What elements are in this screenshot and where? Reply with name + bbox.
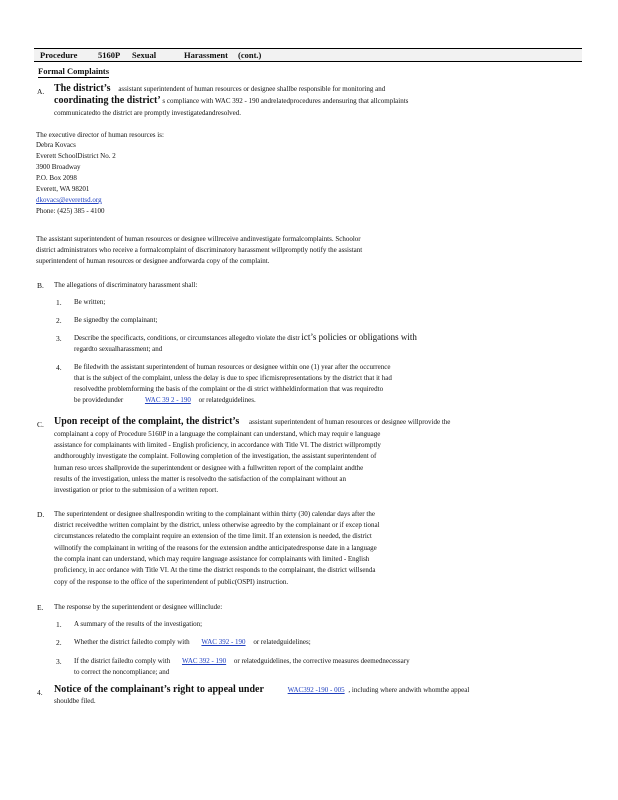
contact-pobox: P.O. Box 2098 <box>36 174 77 182</box>
header-title-sexual: Sexual <box>132 50 157 60</box>
para2-line3: superintendent of human resources or designee andforwarda copy of the complaint. <box>36 257 270 265</box>
list-item-number: 4. <box>37 688 43 697</box>
section-b-item3-text: Describe the specificacts, conditions, or circumstances allegedto violate the distr <box>74 334 300 342</box>
section-b-item4-tail: or relatedguidelines. <box>198 396 256 404</box>
list-item-number: 2. <box>56 638 62 647</box>
section-e-item2-tail: or relatedguidelines; <box>253 638 311 646</box>
procedure-header-bar <box>34 48 582 62</box>
header-procedure: Procedure <box>40 50 78 60</box>
section-c-line3: assistance for complainants with limited - English proficiency, in accordance with Title VI. The district willpromptly <box>54 441 381 449</box>
wac-link[interactable]: WAC 392 - 190 <box>201 638 246 646</box>
section-e-label: E. <box>37 603 44 612</box>
section-e-item3-text: If the district failedto comply with <box>74 657 171 665</box>
section-e-item4-tail: , including where andwith whomthe appeal <box>348 686 470 694</box>
section-d-line5: the compla inant can understand, which may require language assistance for complainants with limited - English <box>54 555 370 563</box>
header-cont: (cont.) <box>238 50 262 60</box>
section-e-item4-lead: Notice of the complainant’s right to appeal under <box>54 684 264 695</box>
wac-link[interactable]: WAC392 -190 - 005 <box>287 686 345 694</box>
section-c-line1 <box>54 417 450 427</box>
section-b-label: B. <box>37 281 44 290</box>
section-c-line7: investigation or prior to the submission of a written report. <box>54 486 219 494</box>
section-a-lead: The district’s <box>54 83 111 94</box>
contact-city: Everett, WA 98201 <box>36 185 90 193</box>
list-item-number: 3. <box>56 657 62 666</box>
list-item-number: 1. <box>56 620 62 629</box>
section-c-line5: human reso urces shallprovide the superintendent or designee with a fullwritten report of the complaint andthe <box>54 464 364 472</box>
section-c-lead: Upon receipt of the complaint, the district’s <box>54 416 240 427</box>
section-d-line3: circumstances relatedto the complaint require an extension of the time limit. If an extension is needed, the district <box>54 532 372 540</box>
section-b-item4-line2: that is the subject of the complaint, unless the delay is due to spec ificmisrepresentations by the district that it had <box>74 374 392 382</box>
contact-district: Everett SchoolDistrict No. 2 <box>36 152 116 160</box>
section-b-item4-line4 <box>74 396 256 405</box>
section-b-item1: Be written; <box>74 298 106 306</box>
section-e-item1: A summary of the results of the investigation; <box>74 620 203 628</box>
list-item-number: 3. <box>56 334 62 343</box>
section-b-item3-line2: regardto sexualharassment; and <box>74 345 163 353</box>
section-b-item4-line1: Be filedwith the assistant superintendent of human resources or designee within one (1) year after the occurrence <box>74 363 391 371</box>
contact-name: Debra Kovacs <box>36 141 76 149</box>
section-b-item2: Be signedby the complainant; <box>74 316 158 324</box>
wac-link[interactable]: WAC 392 - 190 <box>181 657 227 665</box>
section-e-item3-line2: to correct the noncompliance; and <box>74 668 170 676</box>
section-a-line2 <box>54 96 408 106</box>
contact-intro: The executive director of human resources is: <box>36 131 164 139</box>
para2-line1: The assistant superintendent of human resources or designee willreceive andinvestigate formalcomplaints. Schoolor <box>36 235 361 243</box>
para2-line2: district administrators who receive a formalcomplaint of discriminatory harassment willpromptly notify the assistant <box>36 246 363 254</box>
list-item-number: 1. <box>56 298 62 307</box>
section-c-line4: andthoroughly investigate the complaint. Following completion of the investigation, the assistant superintendent of <box>54 452 377 460</box>
section-e-item2 <box>74 638 311 647</box>
section-a-label: A. <box>37 87 45 96</box>
section-c-text1: assistant superintendent of human resources or designee willprovide the <box>249 418 451 426</box>
section-a-line1 <box>54 84 385 94</box>
header-title-harassment: Harassment <box>184 50 228 60</box>
list-item-number: 2. <box>56 316 62 325</box>
section-d-line1: The superintendent or designee shallrespondin writing to the complainant within thirty (30) calendar days after the <box>54 510 375 518</box>
section-e-item3-tail: or relatedguidelines, the corrective measures deemednecessary <box>233 657 410 665</box>
contact-phone: Phone: (425) 385 - 4100 <box>36 207 105 215</box>
section-e-item4-line2: shouldbe filed. <box>54 697 96 705</box>
section-a-line3: communicatedto the district are promptly investigatedandresolved. <box>54 109 242 117</box>
section-d-line7: copy of the response to the office of the superintendent of public(OSPI) instruction. <box>54 578 289 586</box>
header-code: 5160P <box>98 50 121 60</box>
section-a-text1: assistant superintendent of human resources or designee shallbe responsible for monitoring and <box>118 85 386 93</box>
section-a-coordinating: coordinating the district’ <box>54 95 161 106</box>
section-e-item4-line1 <box>54 685 469 695</box>
section-d-line4: willnotify the complainant in writing of the reasons for the extension andthe anticipatedresponse date in a language <box>54 544 377 552</box>
section-d-line2: district receivedthe written complaint by the district, unless otherwise agreedto by the complainant or if excep tional <box>54 521 380 529</box>
section-b-item4-line3: resolvedthe problemforming the basis of the complaint or the di strict withheldinformation that was requiredto <box>74 385 384 393</box>
section-b-intro: The allegations of discriminatory harassment shall: <box>54 281 198 289</box>
section-d-line6: proficiency, in acc ordance with Title VI. At the time the district responds to the complainant, the district willsenda <box>54 566 376 574</box>
section-b-item4-text: be providedunder <box>74 396 124 404</box>
section-c-line6: results of the investigation, unless the matter is resolvedto the satisfaction of the complainant without an <box>54 475 346 483</box>
wac-link[interactable]: WAC 39 2 - 190 <box>144 396 191 404</box>
section-a-text2: s compliance with WAC 392 - 190 andrelatedprocedures andensuring that allcomplaints <box>162 97 409 105</box>
list-item-number: 4. <box>56 363 62 372</box>
section-c-label: C. <box>37 420 44 429</box>
section-title: Formal Complaints <box>38 66 110 76</box>
section-d-label: D. <box>37 510 45 519</box>
section-c-line2: complainant a copy of Procedure 5160P in a language the complainant can understand, which may requir e language <box>54 430 381 438</box>
section-e-intro: The response by the superintendent or designee willinclude: <box>54 603 223 611</box>
section-e-item2-text: Whether the district failedto comply with <box>74 638 190 646</box>
section-b-item3-line1 <box>74 333 417 343</box>
contact-email-link[interactable]: dkovacs@everettsd.org <box>36 196 102 204</box>
section-e-item3-line1 <box>74 657 410 666</box>
contact-address: 3900 Broadway <box>36 163 81 171</box>
section-b-item3-emphasis: ict’s policies or obligations with <box>301 332 417 342</box>
